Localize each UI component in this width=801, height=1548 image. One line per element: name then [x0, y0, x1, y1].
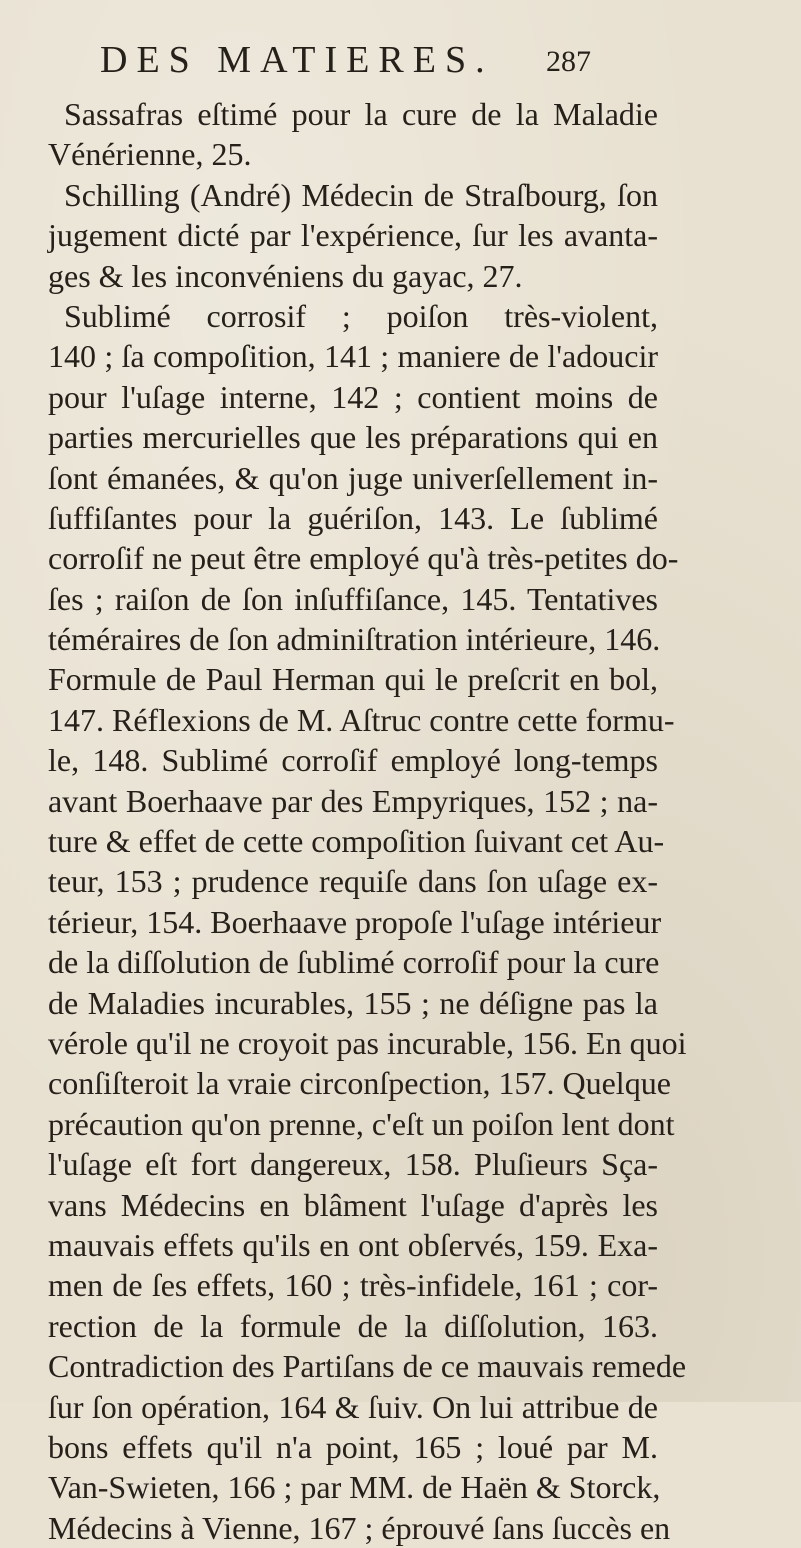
- text-line: téméraires de ſon adminiſtration intérieure, 146.: [48, 621, 661, 658]
- page-number: 287: [546, 45, 591, 78]
- text-line: Contradiction des Partiſans de ce mauvais remede: [48, 1348, 687, 1385]
- text-line: corroſif ne peut être employé qu'à très-petites do-: [48, 540, 679, 577]
- text-line: le, 148. Sublimé corroſif employé long-temps: [48, 742, 658, 779]
- text-line: ſur ſon opération, 164 & ſuiv. On lui attribue de: [48, 1388, 658, 1425]
- text-line: bons effets qu'il n'a point, 165 ; loué par M.: [48, 1428, 658, 1465]
- text-line: 147. Réflexions de M. Aſtruc contre cette formu-: [48, 701, 675, 738]
- text-line: Sassafras eſtimé pour la cure de la Maladie: [64, 96, 658, 132]
- index-text-block: [48, 94, 687, 1548]
- text-line: ges & les inconvéniens du gayac, 27.: [48, 257, 523, 294]
- text-line: mauvais effets qu'ils en ont obſervés, 159. Exa-: [48, 1226, 658, 1263]
- text-line: de la diſſolution de ſublimé corroſif pour la cure: [48, 944, 660, 981]
- running-title: DES MATIERES.: [100, 39, 494, 81]
- text-line: vérole qu'il ne croyoit pas incurable, 156. En quoi: [48, 1024, 687, 1061]
- text-line: ſuffiſantes pour la guériſon, 143. Le ſublimé: [48, 499, 658, 536]
- text-line: térieur, 154. Boerhaave propoſe l'uſage intérieur: [48, 903, 662, 940]
- text-line: ture & effet de cette compoſition ſuivant cet Au-: [48, 823, 665, 860]
- text-line: jugement dicté par l'expérience, ſur les avanta-: [48, 217, 658, 254]
- text-line: men de ſes effets, 160 ; très-infidele, 161 ; cor-: [48, 1267, 658, 1304]
- text-line: Formule de Paul Herman qui le preſcrit en bol,: [48, 661, 658, 698]
- text-line: ſont émanées, & qu'on juge univerſellement in-: [48, 459, 658, 496]
- text-line: de Maladies incurables, 155 ; ne déſigne pas la: [48, 984, 658, 1021]
- text-line: précaution qu'on prenne, c'eſt un poiſon lent dont: [48, 1105, 675, 1142]
- text-line: ſes ; raiſon de ſon inſuffiſance, 145. Tentatives: [48, 580, 658, 617]
- text-line: parties mercurielles que les préparations qui en: [48, 419, 658, 456]
- text-line: 140 ; ſa compoſition, 141 ; maniere de l'adoucir: [48, 338, 658, 375]
- page-header: [0, 38, 801, 82]
- text-line: teur, 153 ; prudence requiſe dans ſon uſage ex-: [48, 863, 658, 900]
- text-line: Sublimé corrosif ; poiſon très-violent,: [64, 297, 658, 334]
- text-line: Van-Swieten, 166 ; par MM. de Haën & Storck,: [48, 1469, 661, 1506]
- text-line: vans Médecins en blâment l'uſage d'après les: [48, 1186, 658, 1223]
- text-line: conſiſteroit la vraie circonſpection, 157. Quelque: [48, 1065, 671, 1102]
- text-line: Vénérienne, 25.: [48, 136, 252, 173]
- text-line: pour l'uſage interne, 142 ; contient moins de: [48, 378, 658, 415]
- text-line: l'uſage eſt fort dangereux, 158. Pluſieurs Sça-: [48, 1146, 658, 1183]
- text-line: rection de la formule de la diſſolution, 163.: [48, 1307, 658, 1344]
- text-line: avant Boerhaave par des Empyriques, 152 ; na-: [48, 782, 658, 819]
- text-line: Médecins à Vienne, 167 ; éprouvé ſans ſuccès en: [48, 1509, 671, 1546]
- text-line: Schilling (André) Médecin de Straſbourg, ſon: [64, 176, 658, 213]
